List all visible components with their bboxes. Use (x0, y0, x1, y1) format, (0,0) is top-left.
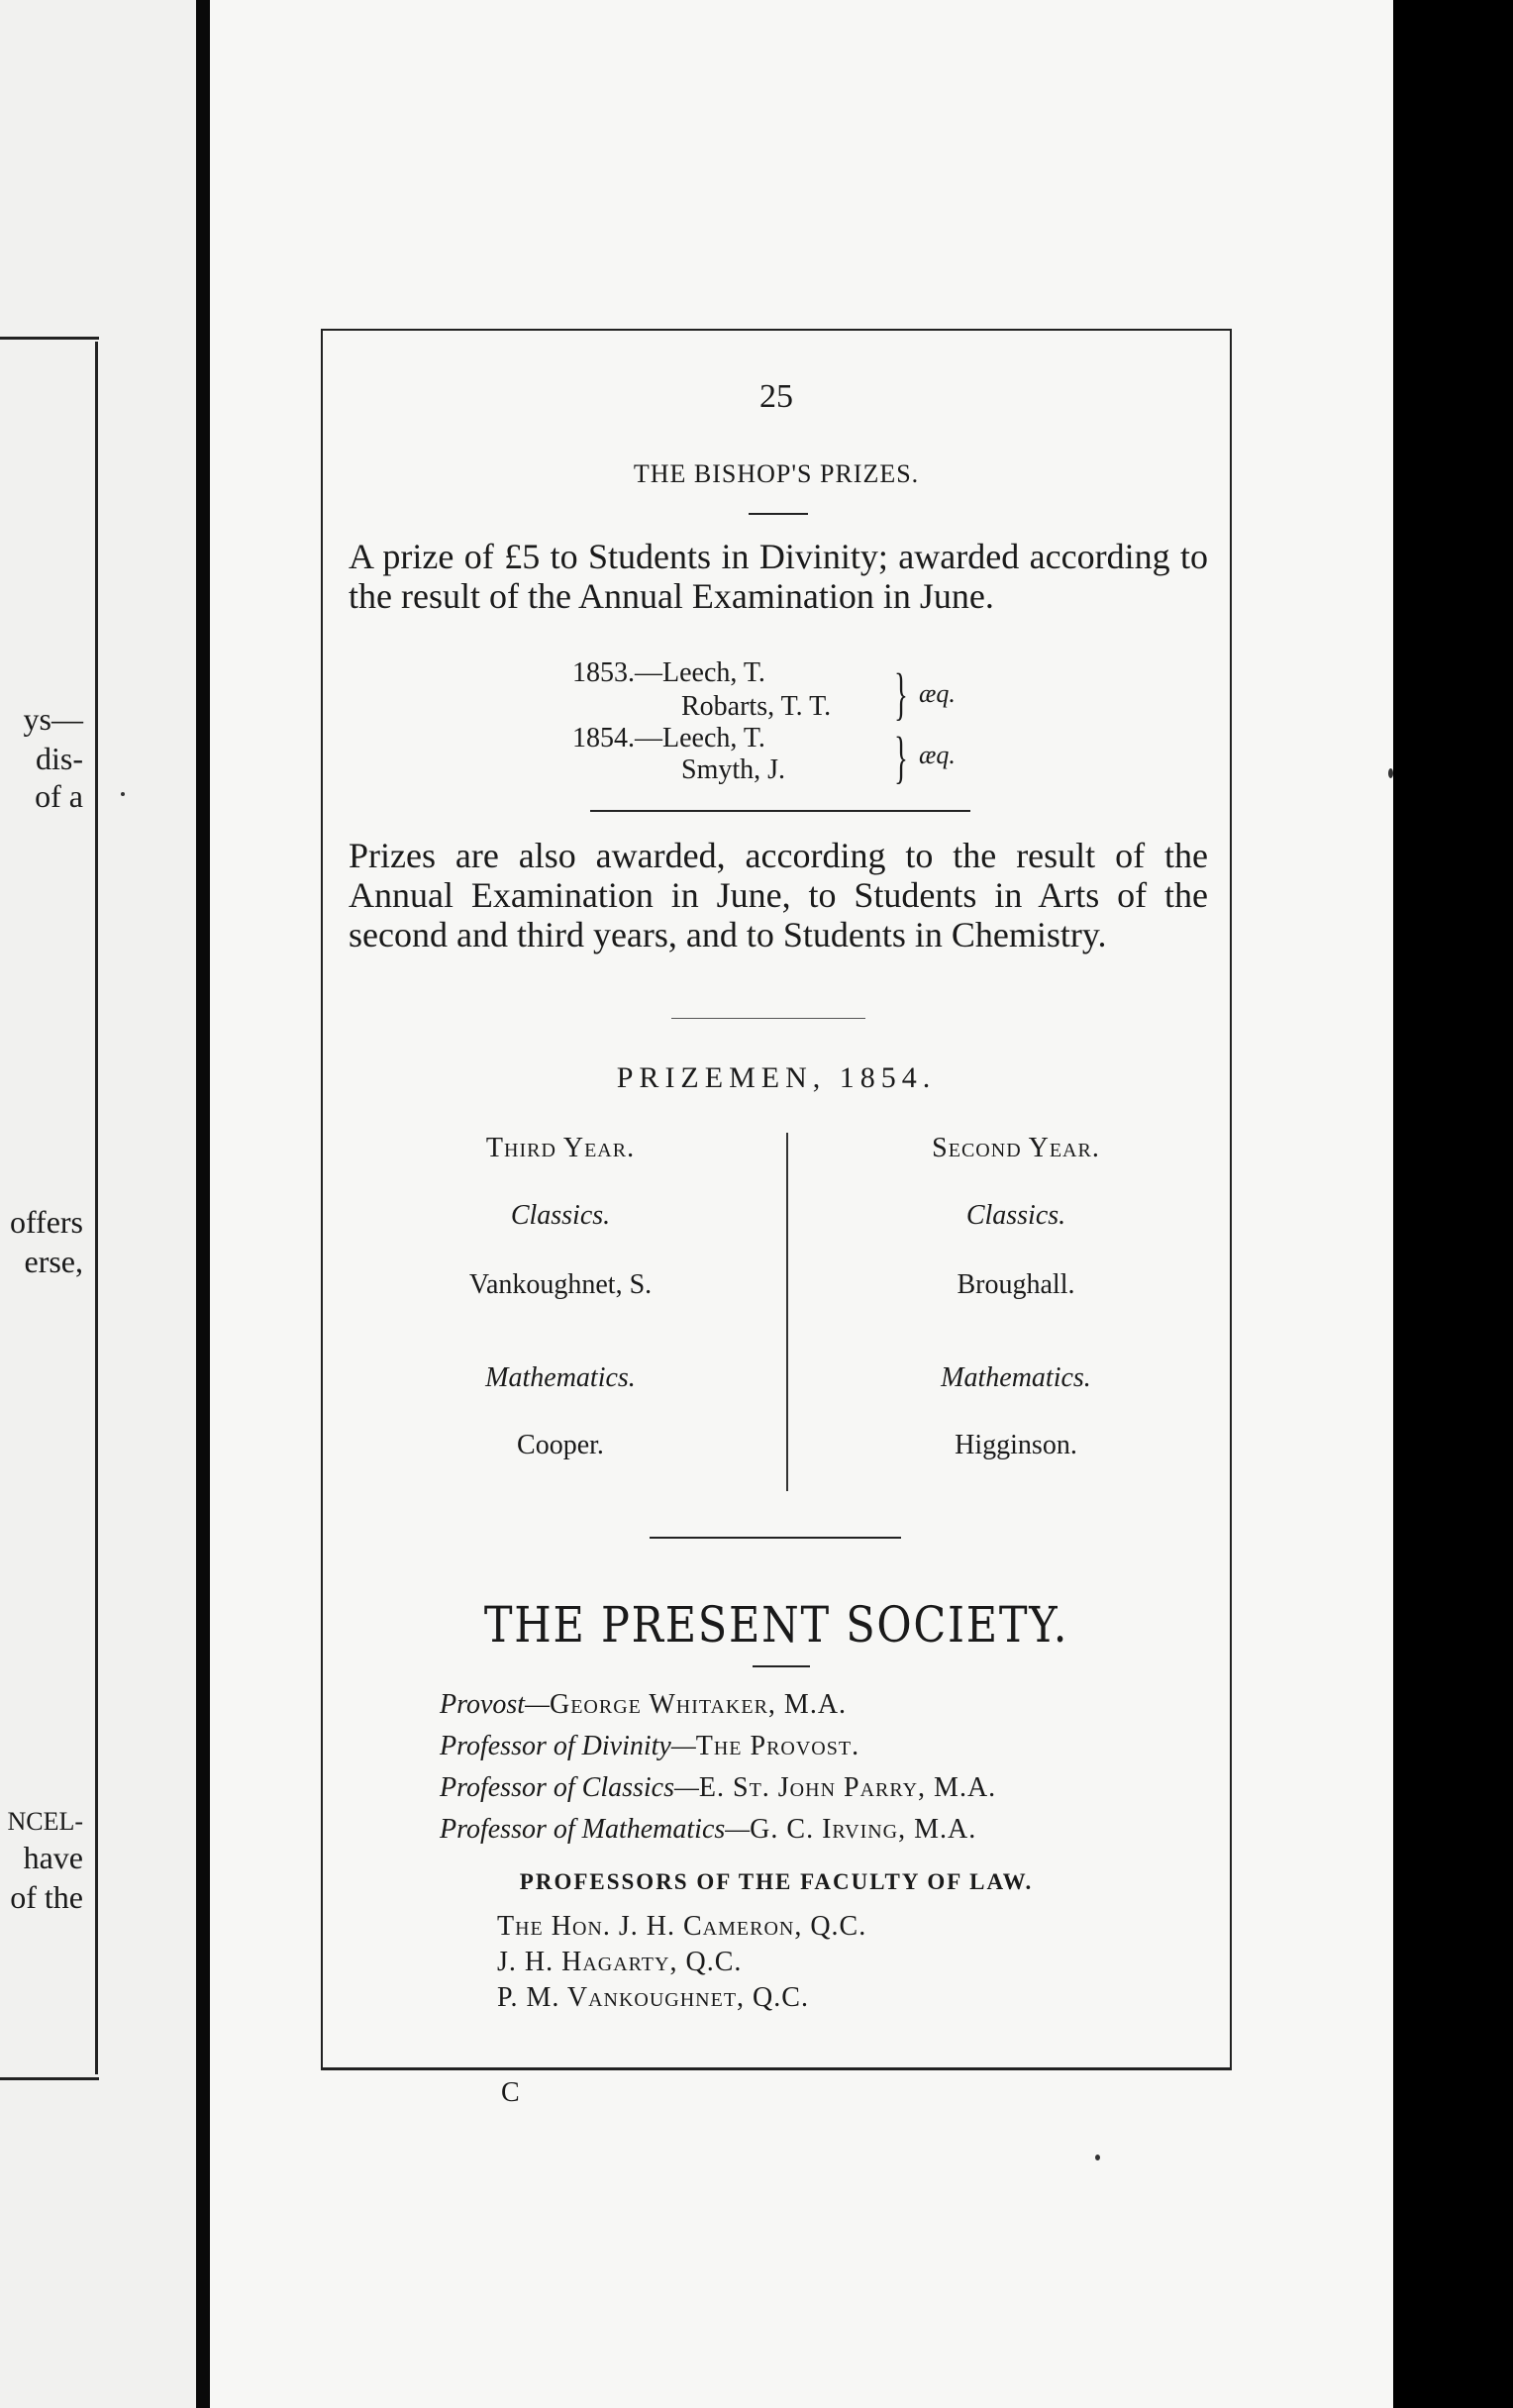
brace-1853: } (893, 661, 908, 726)
print-speck (121, 792, 125, 796)
heading-underline (749, 513, 808, 515)
law-professor: J. H. Hagarty, Q.C. (497, 1947, 743, 1977)
second-year-classics-label: Classics. (965, 1200, 1066, 1231)
third-year-math-winner: Cooper. (517, 1430, 604, 1460)
facing-page-side-rule (95, 342, 98, 2074)
faculty-of-law-heading: PROFESSORS OF THE FACULTY OF LAW. (519, 1869, 1034, 1894)
officer-mathematics (440, 1814, 976, 1846)
facing-page-bottom-rule (0, 2077, 99, 2080)
section-rule-light (671, 1018, 865, 1019)
winner-line-1854: 1854.—Leech, T. (572, 723, 765, 753)
facing-text-line: ys— (23, 701, 83, 737)
winner-line-1853: 1853.—Leech, T. (572, 657, 765, 688)
facing-page-fragment (0, 0, 196, 2408)
officer-title: Provost— (440, 1689, 550, 1720)
second-year-math-label: Mathematics. (941, 1362, 1091, 1393)
page-edge-shadow (1393, 0, 1513, 2408)
prizemen-heading: PRIZEMEN, 1854. (616, 1061, 937, 1094)
other-prizes-text: Prizes are also awarded, according to the result of the Annual Examination in June, to Students in Arts of the second and third years, and to Students in Chemistry. (349, 836, 1208, 954)
law-professor: The Hon. J. H. Cameron, Q.C. (497, 1911, 867, 1942)
facing-text-line: erse, (24, 1244, 83, 1279)
officer-name: E. St. John Parry, M.A. (698, 1772, 997, 1803)
facing-text-line: of a (35, 778, 83, 814)
bishops-prizes-text: A prize of £5 to Students in Divinity; awarded according to the result of the Annual Examination in June. (349, 537, 1208, 616)
officer-name: George Whitaker, M.A. (549, 1689, 848, 1720)
winner-second-1853: Robarts, T. T. (681, 691, 832, 722)
present-society-heading: THE PRESENT SOCIETY. (483, 1596, 1069, 1654)
third-year-classics-label: Classics. (510, 1200, 611, 1231)
bishops-prizes-heading: THE BISHOP'S PRIZES. (633, 459, 920, 488)
officer-provost (440, 1689, 847, 1721)
facing-text-line: NCEL- (7, 1807, 83, 1836)
officer-name: The Provost. (695, 1731, 860, 1761)
book-gutter (196, 0, 210, 2408)
third-year-math-label: Mathematics. (485, 1362, 636, 1393)
winner-second-1854: Smyth, J. (681, 754, 786, 785)
second-year-heading: Second Year. (932, 1133, 1100, 1163)
officer-title: Professor of Mathematics— (440, 1814, 751, 1845)
aeq-note-1854: æq. (919, 741, 956, 769)
heading-underline (753, 1665, 810, 1667)
brace-1854: } (893, 725, 908, 789)
facing-text-line: dis- (36, 741, 83, 776)
second-year-math-winner: Higginson. (955, 1430, 1077, 1460)
officer-name: G. C. Irving, M.A. (750, 1814, 977, 1845)
section-rule (590, 810, 970, 812)
book-page (210, 0, 1393, 2408)
facing-text-line: of the (10, 1879, 83, 1915)
print-speck (1095, 2155, 1100, 2160)
column-divider (786, 1133, 788, 1491)
second-year-classics-winner: Broughall. (957, 1269, 1075, 1300)
third-year-heading: Third Year. (485, 1133, 636, 1163)
page-border-frame (321, 329, 1232, 2070)
facing-page-top-rule (0, 337, 99, 340)
officer-classics (440, 1772, 996, 1804)
law-professor: P. M. Vankoughnet, Q.C. (497, 1982, 809, 2013)
officer-divinity (440, 1731, 859, 1762)
page-number: 25 (759, 378, 793, 415)
officer-title: Professor of Classics— (440, 1772, 699, 1803)
signature-mark: C (501, 2077, 520, 2108)
third-year-classics-winner: Vankoughnet, S. (468, 1269, 653, 1300)
facing-text-line: have (23, 1840, 83, 1875)
officer-title: Professor of Divinity— (440, 1731, 696, 1761)
section-rule (650, 1537, 901, 1539)
aeq-note-1853: æq. (919, 679, 956, 708)
facing-text-line: offers (9, 1204, 83, 1240)
